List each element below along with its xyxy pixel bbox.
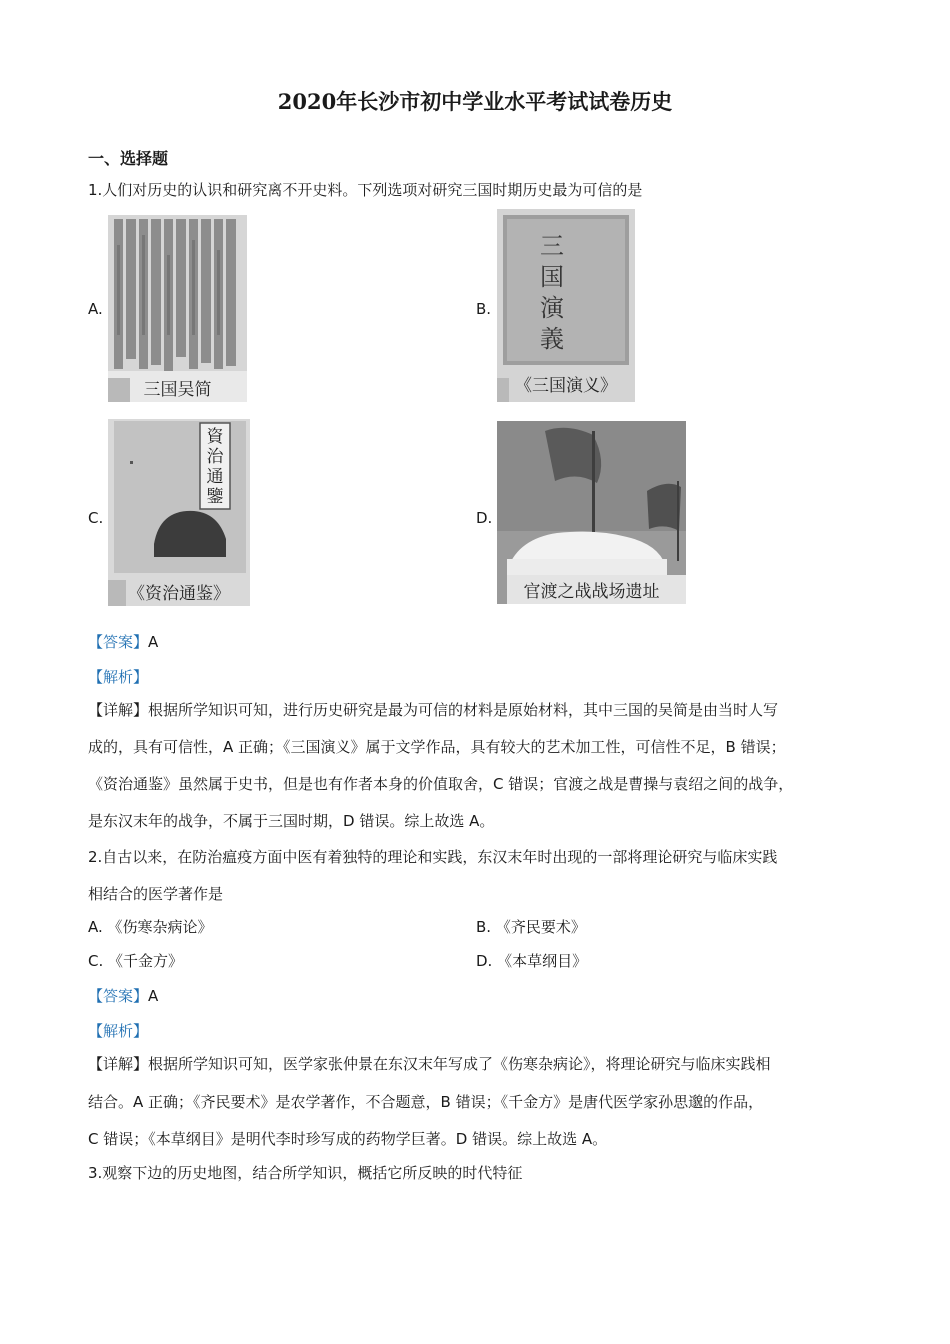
option-d-image-guandu-battlefield	[497, 421, 686, 604]
q2-detail-line: 结合。A 正确；《齐民要术》是农学著作，不合题意，B 错误；《千金方》是唐代医学家孙思邈的作品，	[88, 1093, 764, 1111]
option-c-letter: C.	[88, 509, 104, 527]
q2-analysis-tag: 【解析】	[88, 1022, 149, 1040]
q2-option-letter: B.	[476, 918, 492, 936]
option-b-image-romance-cover	[497, 209, 635, 402]
q1-detail-tag: 【详解】	[88, 701, 149, 719]
q1-answer-tag: 【答案】	[88, 633, 149, 651]
q2-option-letter: C.	[88, 952, 104, 970]
page-title: 2020年长沙市初中学业水平考试试卷历史	[277, 89, 673, 114]
q2-option-a	[88, 916, 213, 937]
q2-answer-tag: 【答案】	[88, 987, 149, 1005]
q2-option-b	[476, 916, 586, 937]
option-a-image-wu-bamboo-slips	[108, 215, 247, 402]
q1-analysis-tag: 【解析】	[88, 668, 149, 686]
option-b-letter: B.	[476, 300, 492, 318]
question-2-stem: 相结合的医学著作是	[88, 885, 224, 903]
option-d-letter: D.	[476, 509, 493, 527]
option-d-caption: 官渡之战战场遗址	[523, 582, 660, 602]
q1-detail-line: 根据所学知识可知，进行历史研究是最为可信的材料是原始材料，其中三国的吴简是由当时人写	[148, 701, 779, 719]
option-c-image-zizhi-tongjian	[108, 419, 250, 606]
q2-detail-tag: 【详解】	[88, 1055, 149, 1073]
q2-option-text: 《本草纲目》	[497, 952, 588, 970]
q2-answer-value: A	[148, 987, 159, 1005]
q2-detail-line: C 错误；《本草纲目》是明代李时珍写成的药物学巨著。D 错误。综上故选 A。	[88, 1130, 608, 1148]
option-b-cover-title: 三国演義	[540, 232, 564, 353]
q1-answer-value: A	[148, 633, 159, 651]
q1-detail-line: 《资治通鉴》虽然属于史书，但是也有作者本身的价值取舍，C 错误；官渡之战是曹操与袁绍之间的战争，	[88, 775, 794, 793]
q2-option-c	[88, 950, 183, 971]
q2-detail-line: 根据所学知识可知，医学家张仲景在东汉末年写成了《伤寒杂病论》，将理论研究与临床实践相	[148, 1055, 771, 1073]
option-a-letter: A.	[88, 300, 103, 318]
option-c-caption: 《资治通鉴》	[128, 584, 230, 604]
question-2-stem: 2.自古以来，在防治瘟疫方面中医有着独特的理论和实践，东汉末年时出现的一部将理论研究与临床实践	[88, 848, 778, 866]
q1-detail-line: 成的，具有可信性，A 正确；《三国演义》属于文学作品，具有较大的艺术加工性，可信性不足，B 错误；	[88, 738, 786, 756]
q1-detail-line: 是东汉末年的战争，不属于三国时期，D 错误。综上故选 A。	[88, 812, 495, 830]
q2-option-text: 《千金方》	[108, 952, 184, 970]
question-3-stem: 3.观察下边的历史地图，结合所学知识，概括它所反映的时代特征	[88, 1164, 523, 1182]
option-a-caption: 三国吴简	[143, 380, 212, 400]
option-c-cover-title: 資治通鑒	[206, 427, 224, 507]
q2-option-letter: A.	[88, 918, 103, 936]
question-1-stem: 1.人们对历史的认识和研究离不开史料。下列选项对研究三国时期历史最为可信的是	[88, 181, 643, 199]
section-heading: 一、选择题	[88, 149, 169, 168]
q2-option-letter: D.	[476, 952, 493, 970]
q2-option-text: 《伤寒杂病论》	[107, 918, 213, 936]
option-b-caption: 《三国演义》	[515, 376, 617, 396]
q2-option-d	[476, 950, 587, 971]
q2-option-text: 《齐民要术》	[495, 918, 586, 936]
